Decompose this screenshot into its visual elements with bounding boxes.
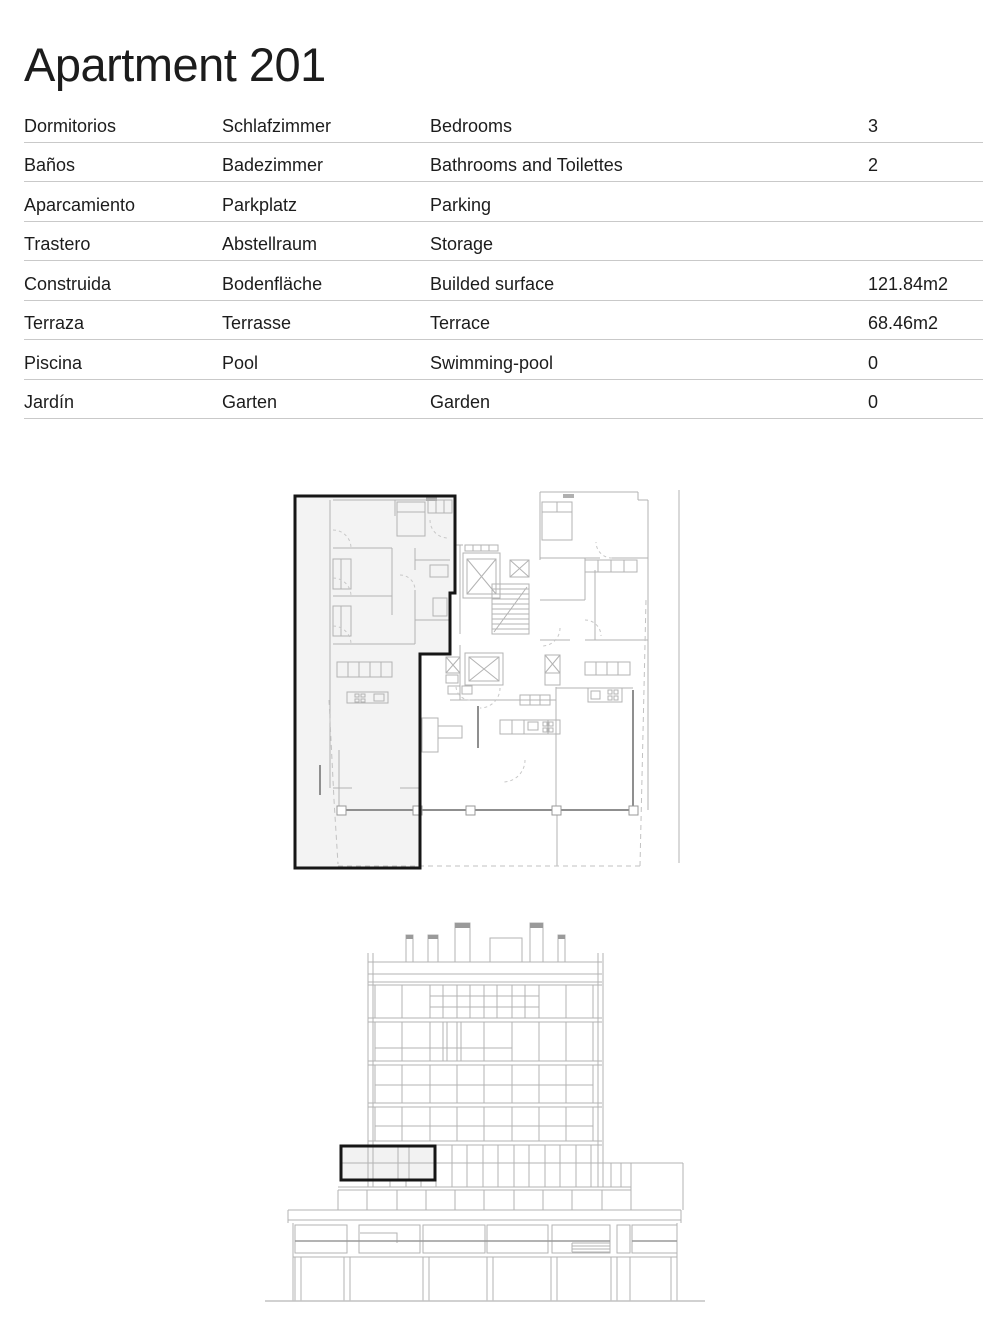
cell-label-de: Badezimmer <box>222 155 324 175</box>
floor-plan <box>280 485 695 885</box>
duct-icon <box>510 560 529 577</box>
page-title: Apartment 201 <box>24 38 326 91</box>
cell-label-es: Trastero <box>24 234 91 254</box>
cell-label-de: Garten <box>222 392 278 412</box>
duct-icon <box>545 655 560 673</box>
cell-label-es: Jardín <box>24 392 75 412</box>
table-row <box>24 340 983 380</box>
floor-plan-drawing <box>280 485 695 885</box>
cell-label-de: Parkplatz <box>222 194 298 215</box>
elevation-highlight <box>341 1146 435 1180</box>
cell-label-de: Pool <box>222 352 259 373</box>
cell-value: 0 <box>868 352 879 373</box>
cell-label-en: Builded surface <box>430 273 555 294</box>
table-row <box>24 222 983 262</box>
table-row <box>24 143 983 183</box>
elevator-icon <box>465 653 503 685</box>
table-row <box>24 261 983 301</box>
cell-label-en: Swimming-pool <box>430 352 554 373</box>
cell-label-es: Construida <box>24 273 112 294</box>
cell-value <box>868 214 983 221</box>
cell-label-de: Abstellraum <box>222 234 318 254</box>
spec-table <box>24 103 983 419</box>
cell-value: 2 <box>868 155 879 175</box>
cell-label-es: Piscina <box>24 352 83 373</box>
cell-label-de: Schlafzimmer <box>222 115 332 136</box>
cell-label-de: Bodenfläche <box>222 273 323 294</box>
stairs-icon <box>492 584 529 634</box>
cell-label-en: Bedrooms <box>430 115 513 136</box>
cell-value: 0 <box>868 392 879 412</box>
table-row <box>24 301 983 341</box>
chimney-icon <box>406 923 565 962</box>
building-elevation <box>258 918 708 1310</box>
cell-label-es: Aparcamiento <box>24 194 136 215</box>
table-row <box>24 103 983 143</box>
elevator-icon <box>463 545 500 598</box>
apartment-highlight-fill <box>295 496 455 868</box>
cell-label-en: Storage <box>430 234 494 254</box>
cell-label-es: Baños <box>24 155 76 175</box>
cell-value: 121.84m2 <box>868 273 949 294</box>
cell-label-en: Garden <box>430 392 491 412</box>
cell-label-de: Terrasse <box>222 313 292 333</box>
cell-value <box>868 253 983 260</box>
building-elevation-drawing <box>258 918 708 1310</box>
cell-label-en: Parking <box>430 194 492 215</box>
cell-label-en: Terrace <box>430 313 491 333</box>
cell-label-es: Terraza <box>24 313 85 333</box>
cell-value: 68.46m2 <box>868 313 939 333</box>
table-row <box>24 182 983 222</box>
cell-label-en: Bathrooms and Toilettes <box>430 155 623 175</box>
cell-value: 3 <box>868 115 879 136</box>
cell-label-es: Dormitorios <box>24 115 117 136</box>
duct-icon <box>446 657 460 673</box>
table-row <box>24 380 983 420</box>
